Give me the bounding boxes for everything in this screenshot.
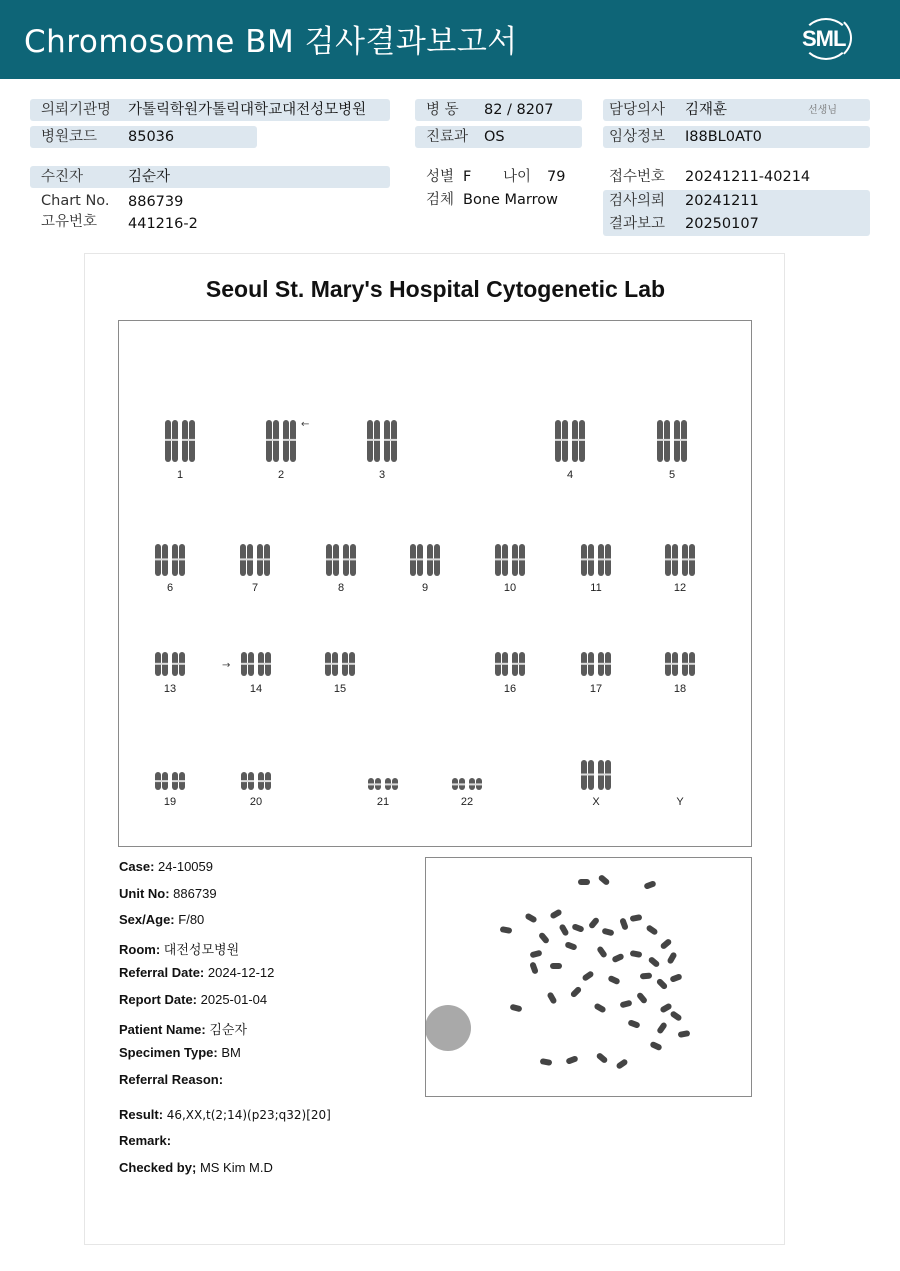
metaphase-chromosome — [636, 991, 648, 1004]
meta-field-label: Unit No: — [119, 886, 170, 901]
chromosome-pair-1 — [161, 419, 199, 465]
metaphase-chromosome — [630, 950, 643, 958]
meta-field-label: Referral Reason: — [119, 1072, 224, 1087]
doctor-value: 김재훈 — [685, 102, 728, 118]
chromosome-pair-8 — [322, 543, 360, 579]
department-value: OS — [484, 129, 505, 145]
meta-field-label: Referral Date: — [119, 965, 205, 980]
requested-label: 검사의뢰 — [609, 193, 666, 209]
metaphase-chromosome — [546, 991, 557, 1004]
chromosome-label-4: 4 — [566, 469, 574, 481]
meta-field-row — [119, 859, 213, 874]
metaphase-chromosome — [593, 1002, 606, 1013]
metaphase-chromosome — [643, 880, 656, 890]
clinical-value: I88BL0AT0 — [685, 129, 762, 145]
chr14-arrow-icon: → — [222, 660, 231, 671]
metaphase-chromosome — [669, 973, 682, 983]
metaphase-chromosome — [619, 1000, 632, 1009]
specimen-label: 검체 — [426, 192, 455, 208]
chromosome-label-19: 19 — [163, 796, 177, 808]
reception-label: 접수번호 — [609, 169, 666, 185]
metaphase-chromosome — [571, 923, 584, 933]
chromosome-pair-11 — [577, 543, 615, 579]
chromosome-pair-16 — [491, 651, 529, 679]
metaphase-chromosome — [647, 956, 660, 968]
meta-field-label: Specimen Type: — [119, 1045, 218, 1060]
meta-field-row — [119, 992, 267, 1007]
metaphase-chromosome — [659, 1002, 672, 1013]
meta-field-value: BM — [221, 1045, 241, 1060]
metaphase-spread — [426, 858, 752, 1097]
chromosome-label-y: Y — [676, 796, 684, 808]
meta-field-value: 대전성모병원 — [163, 943, 240, 958]
karyogram — [118, 320, 752, 847]
meta-field-value: F/80 — [178, 912, 205, 927]
metaphase-chromosome — [509, 1004, 522, 1013]
logo-text: SML — [802, 26, 846, 51]
chromosome-label-2: 2 — [277, 469, 285, 481]
meta-field-value: 24-10059 — [158, 859, 213, 874]
chromosome-label-17: 17 — [589, 683, 603, 695]
meta-field-value: 김순자 — [209, 1023, 248, 1038]
metaphase-chromosome — [581, 970, 594, 982]
patient-label: 수진자 — [41, 169, 84, 185]
checked-label: Checked by; — [119, 1160, 197, 1175]
result-line — [119, 1107, 331, 1122]
metaphase-chromosome — [549, 908, 562, 919]
metaphase-chromosome — [538, 931, 550, 944]
remark-line — [119, 1133, 171, 1148]
metaphase-chromosome — [619, 917, 629, 930]
chart-no-label: Chart No. — [41, 193, 110, 209]
report-header — [0, 0, 900, 79]
metaphase-chromosome — [588, 916, 600, 929]
meta-field-label: Report Date: — [119, 992, 198, 1007]
department-label: 진료과 — [426, 129, 469, 145]
chromosome-pair-7 — [236, 543, 274, 579]
meta-field-value: 886739 — [173, 886, 217, 901]
chromosome-pair-3 — [363, 419, 401, 465]
meta-field-row — [119, 939, 239, 958]
meta-field-row — [119, 965, 274, 980]
chromosome-label-13: 13 — [163, 683, 177, 695]
meta-field-row — [119, 886, 217, 901]
chromosome-pair-10 — [491, 543, 529, 579]
chromosome-label-21: 21 — [376, 796, 390, 808]
metaphase-chromosome — [595, 1052, 608, 1064]
chromosome-pair-6 — [151, 543, 189, 579]
metaphase-chromosome — [627, 1019, 640, 1029]
metaphase-chromosome — [500, 926, 513, 934]
metaphase-chromosome — [565, 1055, 578, 1065]
chromosome-label-1: 1 — [176, 469, 184, 481]
chromosome-pair-13 — [151, 651, 189, 679]
metaphase-chromosome — [570, 986, 583, 999]
chromosome-pair-x — [577, 759, 615, 793]
chromosome-label-22: 22 — [460, 796, 474, 808]
metaphase-chromosome — [564, 941, 577, 951]
metaphase-chromosome — [611, 953, 624, 964]
unique-no-label: 고유번호 — [41, 214, 98, 230]
chromosome-pair-15 — [321, 651, 359, 679]
meta-field-value: 2025-01-04 — [200, 992, 268, 1007]
meta-field-row — [119, 1019, 247, 1038]
chromosome-label-11: 11 — [590, 582, 602, 594]
requested-value: 20241211 — [685, 193, 759, 209]
chromosome-pair-12 — [661, 543, 699, 579]
chromosome-pair-14 — [237, 651, 275, 679]
checked-value: MS Kim M.D — [199, 1160, 273, 1175]
metaphase-chromosome — [666, 951, 677, 964]
reported-value: 20250107 — [685, 216, 759, 232]
age-value: 79 — [547, 169, 566, 185]
chromosome-label-9: 9 — [421, 582, 429, 594]
metaphase-chromosome — [656, 1021, 668, 1034]
lab-title: Seoul St. Mary's Hospital Cytogenetic Lab — [205, 276, 666, 302]
institution-value: 가톨릭학원가톨릭대학교대전성모병원 — [128, 102, 367, 118]
reported-label: 결과보고 — [609, 216, 666, 232]
reception-value: 20241211-40214 — [685, 169, 811, 185]
meta-field-label: Sex/Age: — [119, 912, 175, 927]
patient-bar — [30, 166, 390, 188]
chromosome-pair-20 — [237, 771, 275, 793]
metaphase-chromosome — [630, 914, 643, 922]
chr2-arrow-icon: ← — [301, 419, 310, 430]
ward-value: 82 / 8207 — [484, 102, 554, 118]
metaphase-chromosome — [578, 879, 590, 885]
chromosome-label-12: 12 — [673, 582, 687, 594]
meta-field-label: Room: — [119, 942, 161, 957]
meta-field-label: Patient Name: — [119, 1022, 206, 1037]
sml-logo — [796, 12, 856, 64]
metaphase-chromosome — [558, 923, 569, 936]
interphase-nucleus — [426, 1005, 471, 1051]
karyotype-report — [84, 253, 785, 1245]
age-label: 나이 — [503, 169, 532, 185]
meta-field-row — [119, 912, 204, 927]
metaphase-chromosome — [649, 1041, 662, 1052]
sex-label: 성별 — [426, 169, 455, 185]
chromosome-pair-17 — [577, 651, 615, 679]
chromosome-pair-5 — [653, 419, 691, 465]
result-label: Result: — [119, 1107, 164, 1122]
institution-label: 의뢰기관명 — [41, 102, 112, 118]
chromosome-label-14: 14 — [249, 683, 263, 695]
specimen-value: Bone Marrow — [463, 192, 559, 208]
chromosome-label-15: 15 — [333, 683, 347, 695]
doctor-suffix: 선생님 — [808, 105, 837, 116]
metaphase-chromosome — [601, 928, 614, 937]
sex-value: F — [463, 169, 472, 185]
metaphase-chromosome — [659, 938, 672, 950]
meta-field-row — [119, 1045, 241, 1060]
metaphase-chromosome — [550, 963, 562, 969]
page-title: Chromosome BM 검사결과보고서 — [24, 24, 518, 60]
metaphase-chromosome — [540, 1058, 553, 1066]
metaphase-chromosome — [669, 1010, 682, 1022]
chromosome-pair-18 — [661, 651, 699, 679]
chromosome-pair-22 — [448, 777, 486, 793]
metaphase-chromosome — [529, 950, 542, 959]
ward-label: 병 동 — [426, 102, 459, 118]
metaphase-chromosome — [645, 924, 658, 936]
unique-no-value: 441216-2 — [128, 216, 198, 232]
meta-field-value: 2024-12-12 — [207, 965, 275, 980]
chromosome-label-6: 6 — [166, 582, 174, 594]
remark-label: Remark: — [119, 1133, 172, 1148]
metaphase-chromosome — [678, 1030, 691, 1038]
chromosome-pair-9 — [406, 543, 444, 579]
metaphase-chromosome — [607, 975, 620, 986]
patient-value: 김순자 — [128, 169, 171, 185]
metaphase-chromosome — [615, 1058, 628, 1070]
chromosome-label-x: X — [592, 796, 600, 808]
result-value: 46,XX,t(2;14)(p23;q32)[20] — [166, 1108, 331, 1122]
checked-line — [119, 1160, 273, 1175]
chromosome-label-20: 20 — [249, 796, 263, 808]
metaphase-chromosome — [596, 945, 608, 958]
doctor-label: 담당의사 — [609, 102, 666, 118]
chromosome-label-18: 18 — [673, 683, 687, 695]
chromosome-label-5: 5 — [668, 469, 676, 481]
clinical-label: 임상정보 — [609, 129, 666, 145]
chromosome-pair-2 — [262, 419, 300, 465]
chromosome-label-7: 7 — [251, 582, 259, 594]
chromosome-label-8: 8 — [337, 582, 345, 594]
hospital-code-label: 병원코드 — [41, 129, 98, 145]
metaphase-chromosome — [597, 874, 610, 886]
metaphase-chromosome — [656, 978, 669, 991]
metaphase-chromosome — [529, 961, 539, 974]
chromosome-label-16: 16 — [503, 683, 517, 695]
meta-field-row — [119, 1072, 223, 1087]
chromosome-label-10: 10 — [503, 582, 517, 594]
chromosome-pair-21 — [364, 777, 402, 793]
chromosome-label-3: 3 — [378, 469, 386, 481]
chromosome-pair-19 — [151, 771, 189, 793]
hospital-code-value: 85036 — [128, 129, 175, 145]
metaphase-chromosome — [640, 972, 652, 979]
chart-no-value: 886739 — [128, 194, 184, 210]
metaphase-chromosome — [524, 912, 537, 923]
chromosome-pair-4 — [551, 419, 589, 465]
metaphase-image — [425, 857, 752, 1097]
meta-field-label: Case: — [119, 859, 155, 874]
